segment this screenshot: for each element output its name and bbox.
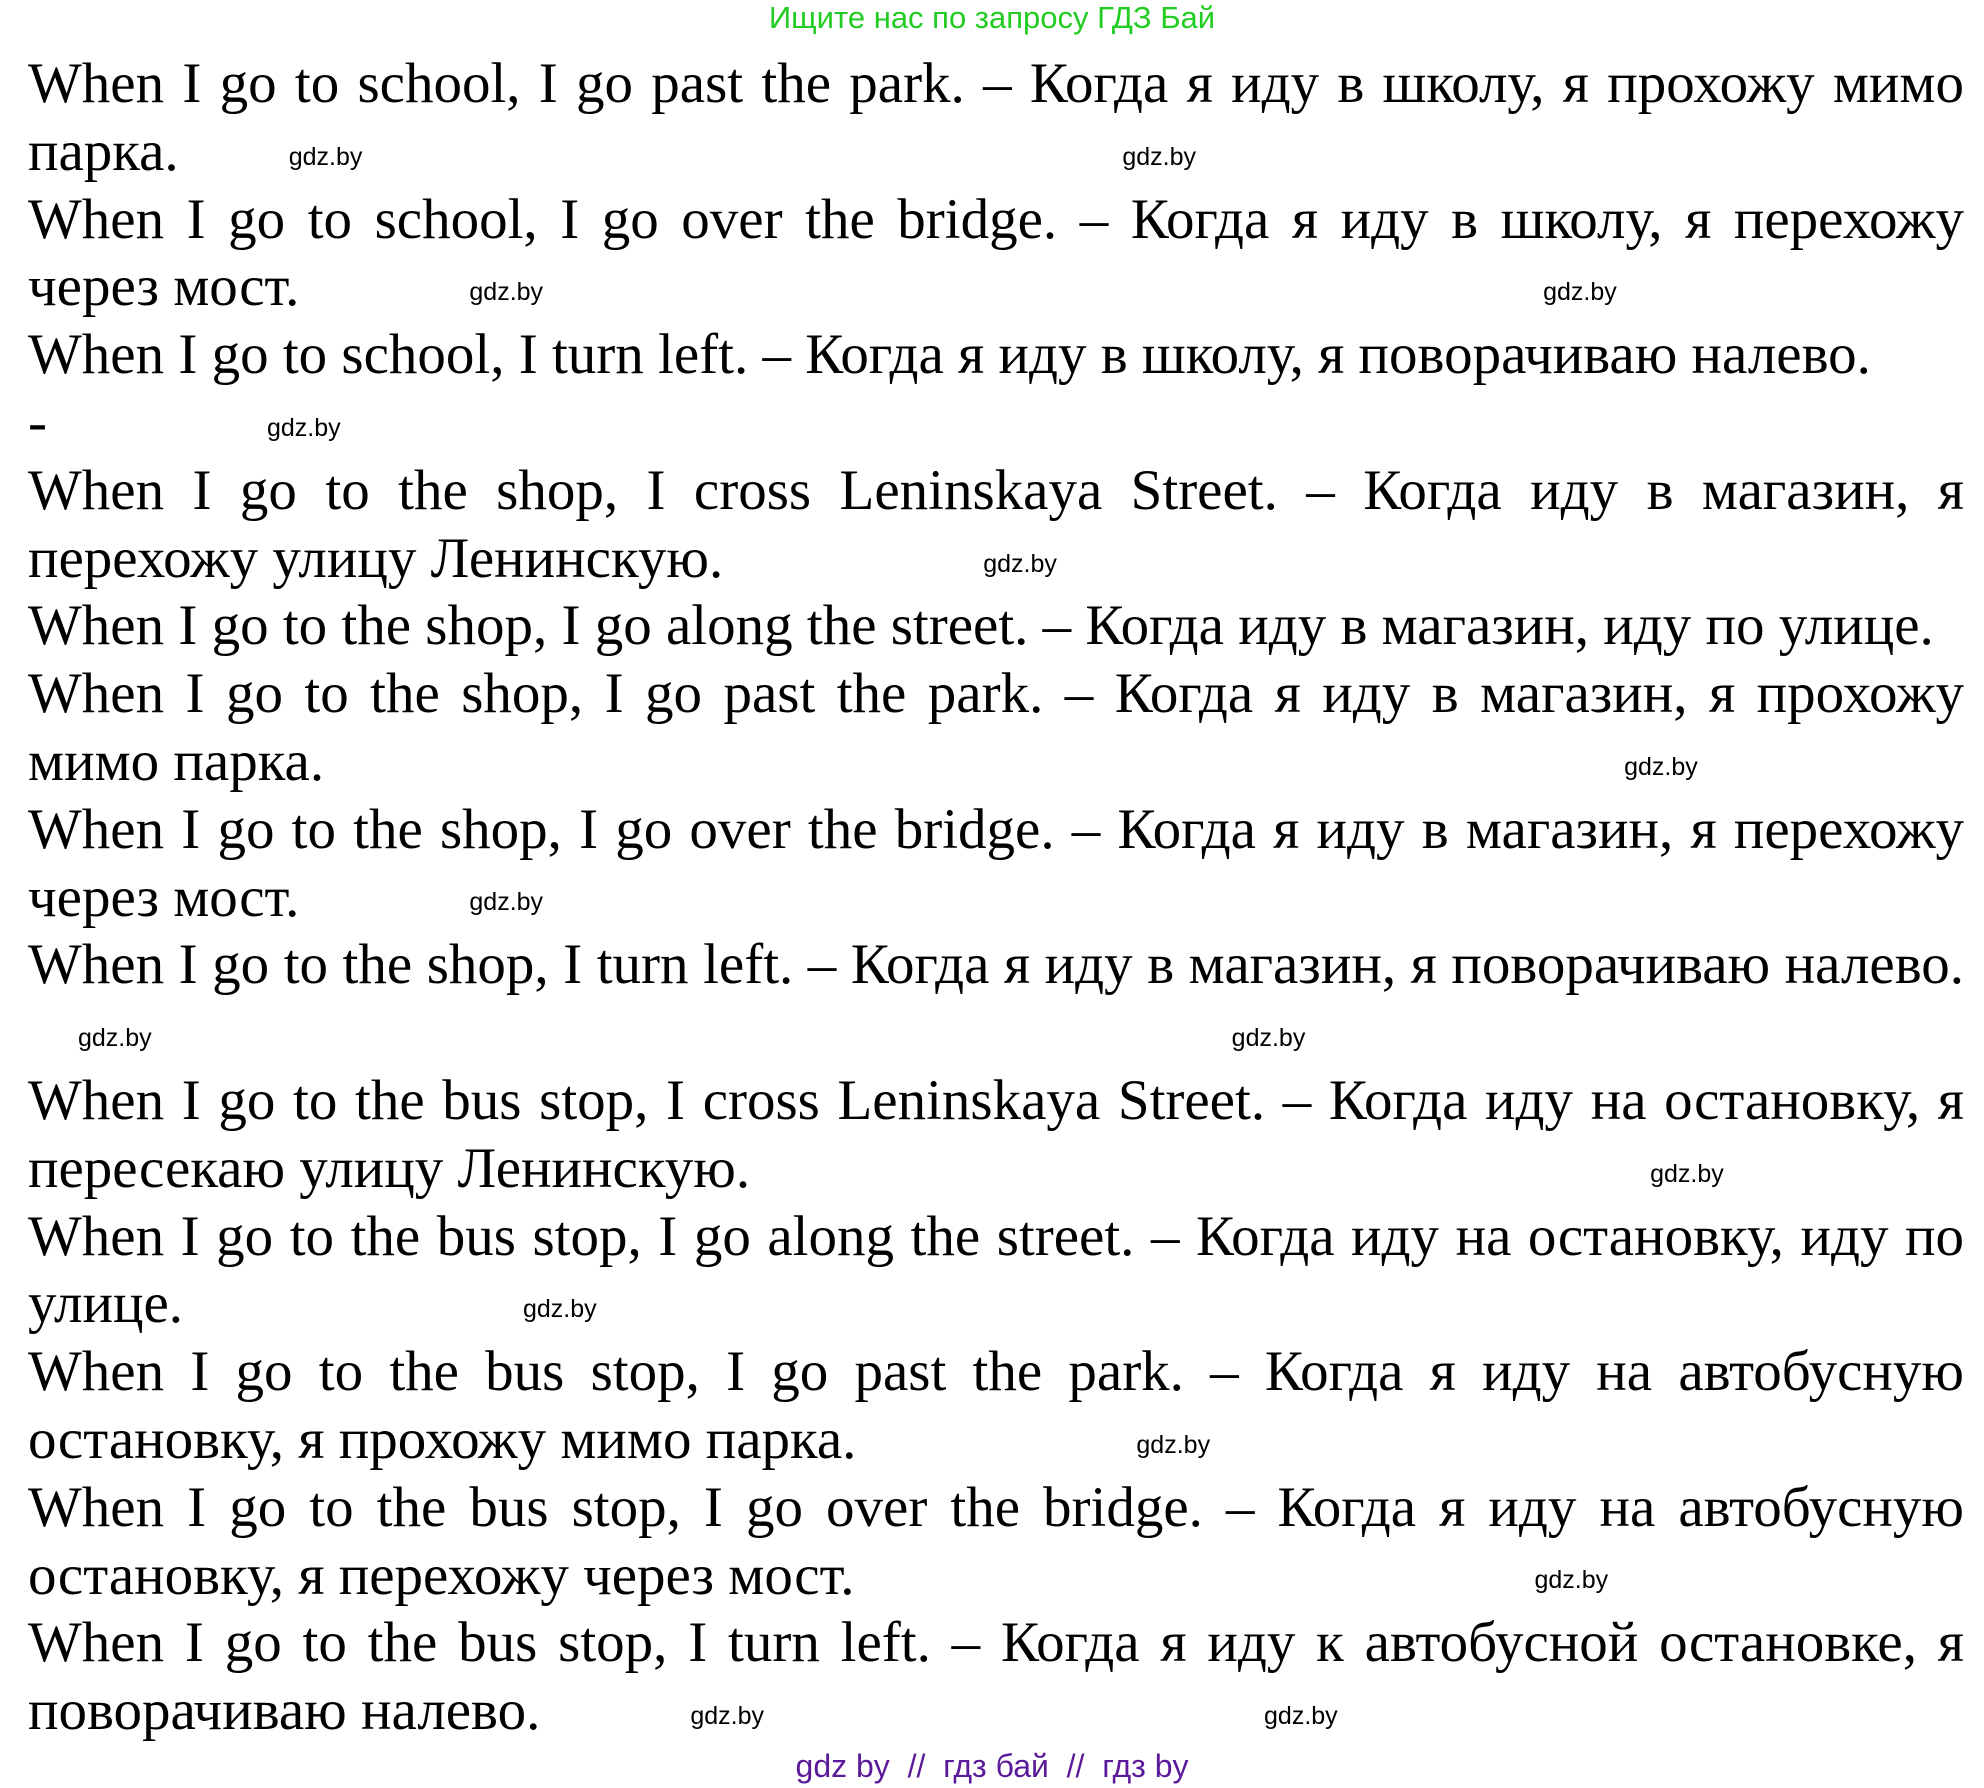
sentence <box>28 1067 1964 1203</box>
sentence-text: When I go to the shop, I go along the street. – Когда иду в магазин, иду по улице. <box>28 594 1934 658</box>
watermark: gdz.by <box>1624 752 1698 781</box>
sentence-text: When I go to school, I turn left. – Когда я иду в школу, я поворачиваю налево. <box>28 323 1871 387</box>
sentence <box>28 186 1964 322</box>
sentence-text: When I go to the shop, I go past the park. – Когда я иду в магазин, я прохожу мимо парка. <box>28 662 1964 793</box>
sentence-text: When I go to the bus stop, I turn left. – Когда я иду к автобусной остановке, я поворачиваю налево. <box>28 1611 1964 1743</box>
sentence-text: When I go to the shop, I go over the bridge. – Когда я иду в магазин, я перехожу через мост. <box>28 797 1964 929</box>
watermark: gdz.by <box>983 549 1057 578</box>
sentence-text: When I go to the bus stop, I cross Leninskaya Street. – Когда иду на остановку, я пересекаю улицу Ленинскую. <box>28 1068 1964 1200</box>
sentence-text: When I go to the bus stop, I go along the street. – Когда иду на остановку, иду по улице. <box>28 1204 1964 1336</box>
answer-text <box>28 50 1964 1745</box>
watermark: gdz.by <box>78 1024 152 1053</box>
watermark: gdz.by <box>1534 1566 1609 1595</box>
sentence <box>28 592 1964 660</box>
watermark: gdz.by <box>288 142 363 171</box>
sentence <box>28 796 1964 932</box>
footer-bar <box>0 1748 1984 1784</box>
watermark: gdz.by <box>266 413 341 442</box>
watermark: gdz.by <box>1264 1702 1338 1731</box>
watermark: gdz.by <box>469 888 544 917</box>
sentence <box>28 389 1964 457</box>
sentence <box>28 457 1964 593</box>
sentence-text: When I go to the bus stop, I go past the park. – Когда я иду на автобусную остановку, я прохожу мимо парка. <box>28 1340 1964 1471</box>
sentence <box>28 1474 1964 1610</box>
sentence-text: When I go to the shop, I turn left. – Когда я иду в магазин, я поворачиваю налево. <box>28 933 1964 997</box>
sentence <box>28 1609 1964 1745</box>
watermark: gdz.by <box>1650 1159 1724 1188</box>
watermark: gdz.by <box>1122 142 1197 171</box>
sentence <box>28 321 1964 389</box>
watermark: gdz.by <box>1136 1430 1211 1459</box>
sentence <box>28 931 1964 1067</box>
watermark: gdz.by <box>523 1295 597 1324</box>
sentence-text: When I go to the shop, I cross Leninskaya Street. – Когда иду в магазин, я перехожу улицу Ленинскую. <box>28 458 1964 590</box>
sentence <box>28 1203 1964 1339</box>
watermark: gdz.by <box>1543 278 1617 307</box>
header-bar <box>0 0 1984 36</box>
watermark: gdz.by <box>469 278 544 307</box>
sentence-text: When I go to the bus stop, I go over the bridge. – Когда я иду на автобусную остановку, я перехожу через мост. <box>28 1475 1964 1607</box>
watermark: gdz.by <box>1231 1024 1306 1053</box>
sentence <box>28 660 1964 796</box>
sentence <box>28 50 1964 186</box>
watermark: gdz.by <box>690 1702 765 1731</box>
footer-links: gdz by // гдз бай // гдз by <box>795 1748 1189 1784</box>
sentence <box>28 1338 1964 1474</box>
sentence-text: - <box>28 390 47 454</box>
sentence-text: When I go to school, I go over the bridge. – Когда я иду в школу, я перехожу через мост. <box>28 187 1964 319</box>
search-hint-banner: Ищите нас по запросу ГДЗ Бай <box>768 0 1216 35</box>
sentence-text: When I go to school, I go past the park. – Когда я иду в школу, я прохожу мимо парка. <box>28 52 1964 183</box>
